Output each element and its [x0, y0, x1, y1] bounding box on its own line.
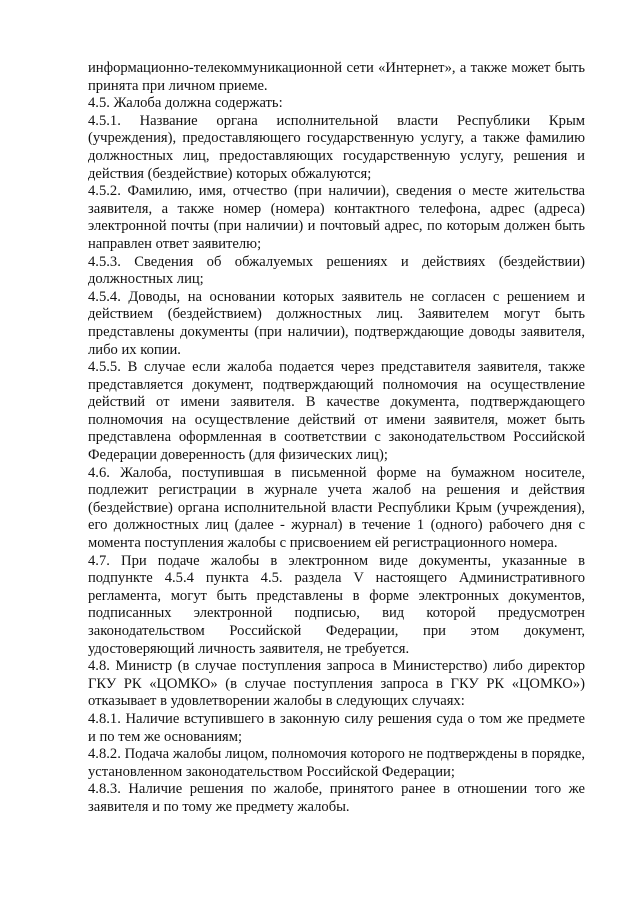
paragraph-4-5-4: 4.5.4. Доводы, на основании которых заявитель не согласен с решением и действием (бездействием) должностных лиц. Заявителем могут быть представлены документы (при наличии), подтверждающие доводы заявителя, либо их копии. [88, 288, 585, 358]
paragraph-4-8-1: 4.8.1. Наличие вступившего в законную силу решения суда о том же предмете и по тем же основаниям; [88, 710, 585, 745]
paragraph-4-8: 4.8. Министр (в случае поступления запроса в Министерство) либо директор ГКУ РК «ЦОМКО» (в случае поступления запроса в ГКУ РК «ЦОМКО») отказывает в удовлетворении жалобы в следующих случаях: [88, 658, 585, 710]
paragraph-4-5-3: 4.5.3. Сведения об обжалуемых решениях и действиях (бездействии) должностных лиц; [88, 253, 585, 288]
paragraph-4-8-2: 4.8.2. Подача жалобы лицом, полномочия которого не подтверждены в порядке, установленном законодательством Российской Федерации; [88, 746, 585, 780]
paragraph-4-5-5: 4.5.5. В случае если жалоба подается через представителя заявителя, также представляется документ, подтверждающий полномочия на осуществление действий от имени заявителя. В качестве документа, подтверждающего полномочия на осуществление действий от имени заявителя, может быть представлена оформленная в соответствии с законодательством Российской Федерации доверенность (для физических лиц); [88, 359, 585, 464]
paragraph-4-7: 4.7. При подаче жалобы в электронном виде документы, указанные в подпункте 4.5.4 пункта 4.5. раздела V настоящего Административного регламента, могут быть представлены в форме электронных документов, подписанных электронной подписью, вид которой предусмотрен законодательством Российской Федерации, при этом документ, удостоверяющий личность заявителя, не требуется. [88, 552, 585, 657]
document-body [88, 60, 585, 817]
paragraph-4-5-2: 4.5.2. Фамилию, имя, отчество (при наличии), сведения о месте жительства заявителя, а также номер (номера) контактного телефона, адрес (адреса) электронной почты (при наличии) и почтовый адрес, по которым должен быть направлен ответ заявителю; [88, 183, 585, 252]
paragraph-4-5: 4.5. Жалоба должна содержать: [88, 95, 283, 112]
paragraph-4-6: 4.6. Жалоба, поступившая в письменной форме на бумажном носителе, подлежит регистрации в журнале учета жалоб на решения и действия (бездействие) органа исполнительной власти Республики Крым (учреждения), его должностных лиц (далее - журнал) в течение 1 (одного) рабочего дня с момента поступления жалобы с присвоением ей регистрационного номера. [88, 464, 585, 552]
paragraph-continuation: информационно-телекоммуникационной сети «Интернет», а также может быть принята при личном приеме. [88, 60, 585, 94]
paragraph-4-5-1: 4.5.1. Название органа исполнительной власти Республики Крым (учреждения), предоставляющего государственную услугу, а также фамилию должностных лиц, предоставляющих государственную услугу, решения и действия (бездействие) которых обжалуются; [88, 112, 585, 182]
paragraph-4-8-3: 4.8.3. Наличие решения по жалобе, принятого ранее в отношении того же заявителя и по тому же предмету жалобы. [88, 781, 585, 815]
